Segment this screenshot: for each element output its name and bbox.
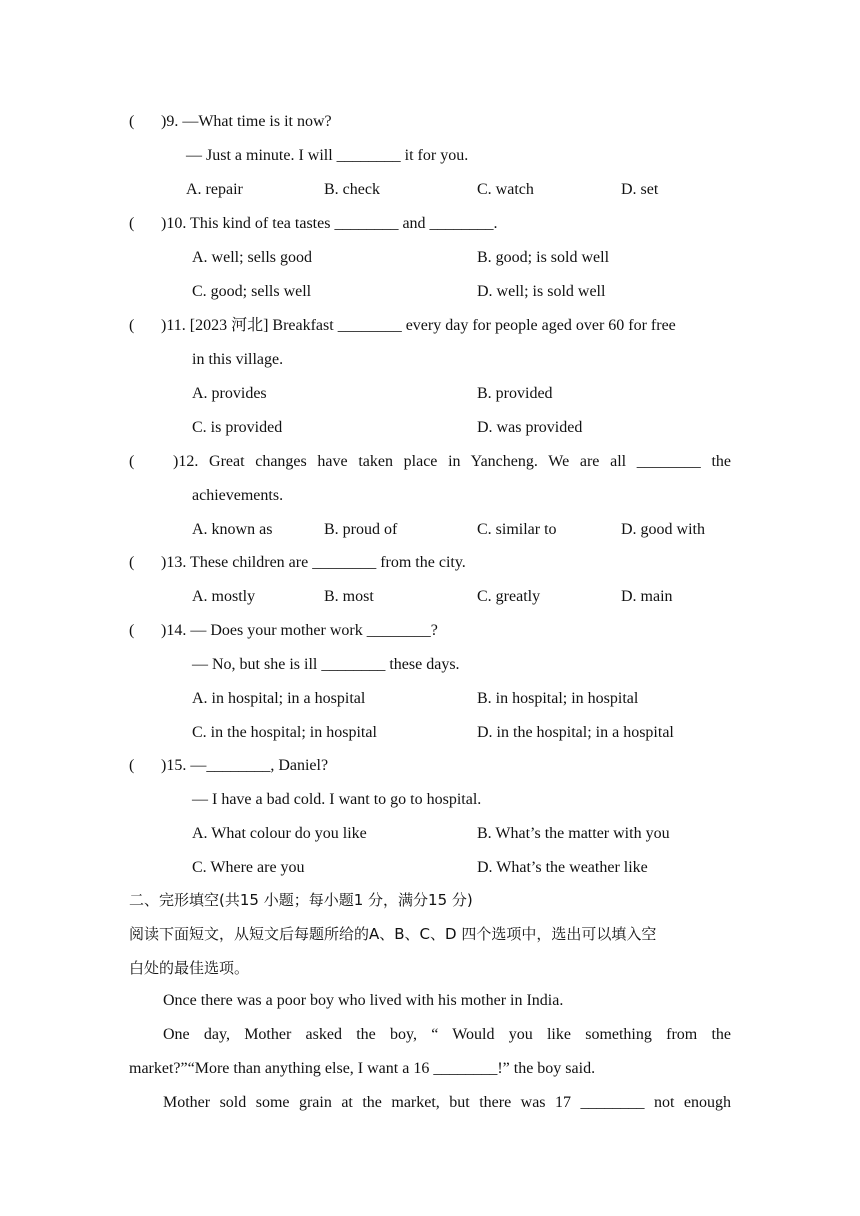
- option-b: B. in hospital; in hospital: [477, 690, 639, 707]
- passage-line: One day, Mother asked the boy, “ Would you like something from the: [163, 1026, 731, 1043]
- answer-paren: (: [129, 453, 135, 470]
- option-a: A. known as: [192, 521, 273, 538]
- answer-paren: (: [129, 113, 135, 130]
- question-15-stem-reply: — I have a bad cold. I want to go to hospital.: [192, 791, 482, 808]
- option-b: B. good; is sold well: [477, 249, 610, 266]
- option-c: C. greatly: [477, 588, 541, 605]
- question-14-stem-reply: — No, but she is ill ________ these days.: [192, 656, 460, 673]
- question-12-stem: )12. Great changes have taken place in Yancheng. We are all ________ the: [173, 453, 731, 470]
- answer-paren: (: [129, 554, 135, 571]
- option-a: A. What colour do you like: [192, 825, 367, 842]
- question-13-stem: )13. These children are ________ from the city.: [161, 554, 466, 571]
- section-instruction-continued: 白处的最佳选项。: [129, 959, 250, 977]
- option-a: A. in hospital; in a hospital: [192, 690, 366, 707]
- question-12-stem-continued: achievements.: [192, 487, 284, 504]
- option-c: C. watch: [477, 181, 534, 198]
- option-b: B. proud of: [324, 521, 398, 538]
- option-d: D. main: [621, 588, 673, 605]
- question-10-stem: )10. This kind of tea tastes ________ and ________.: [161, 215, 498, 232]
- question-11-stem-continued: in this village.: [192, 351, 284, 368]
- section-heading: 二、完形填空(共15 小题；每小题1 分，满分15 分): [129, 891, 473, 909]
- option-d: D. What’s the weather like: [477, 859, 648, 876]
- question-9-stem: )9. —What time is it now?: [161, 113, 332, 130]
- question-9-stem-reply: — Just a minute. I will ________ it for you.: [186, 147, 469, 164]
- option-b: B. provided: [477, 385, 553, 402]
- option-b: B. most: [324, 588, 374, 605]
- answer-paren: (: [129, 622, 135, 639]
- option-c: C. Where are you: [192, 859, 305, 876]
- passage-line: market?”“More than anything else, I want a 16 ________!” the boy said.: [129, 1060, 596, 1077]
- option-a: A. provides: [192, 385, 267, 402]
- option-d: D. well; is sold well: [477, 283, 606, 300]
- answer-paren: (: [129, 317, 135, 334]
- option-d: D. good with: [621, 521, 705, 538]
- option-d: D. set: [621, 181, 659, 198]
- option-a: A. mostly: [192, 588, 256, 605]
- option-c: C. in the hospital; in hospital: [192, 724, 377, 741]
- option-a: A. repair: [186, 181, 243, 198]
- question-14-stem: )14. — Does your mother work ________?: [161, 622, 438, 639]
- option-c: C. is provided: [192, 419, 283, 436]
- option-d: D. in the hospital; in a hospital: [477, 724, 674, 741]
- option-b: B. check: [324, 181, 380, 198]
- section-instruction: 阅读下面短文，从短文后每题所给的A、B、C、D 四个选项中，选出可以填入空: [129, 925, 657, 943]
- answer-paren: (: [129, 757, 135, 774]
- option-b: B. What’s the matter with you: [477, 825, 670, 842]
- option-d: D. was provided: [477, 419, 583, 436]
- question-15-stem: )15. —________, Daniel?: [161, 757, 329, 774]
- answer-paren: (: [129, 215, 135, 232]
- passage-line: Once there was a poor boy who lived with his mother in India.: [163, 992, 564, 1009]
- option-c: C. similar to: [477, 521, 557, 538]
- passage-line: Mother sold some grain at the market, but there was 17 ________ not enough: [163, 1094, 731, 1111]
- question-11-stem: )11. [2023 河北] Breakfast ________ every day for people aged over 60 for free: [161, 317, 676, 334]
- option-a: A. well; sells good: [192, 249, 312, 266]
- option-c: C. good; sells well: [192, 283, 312, 300]
